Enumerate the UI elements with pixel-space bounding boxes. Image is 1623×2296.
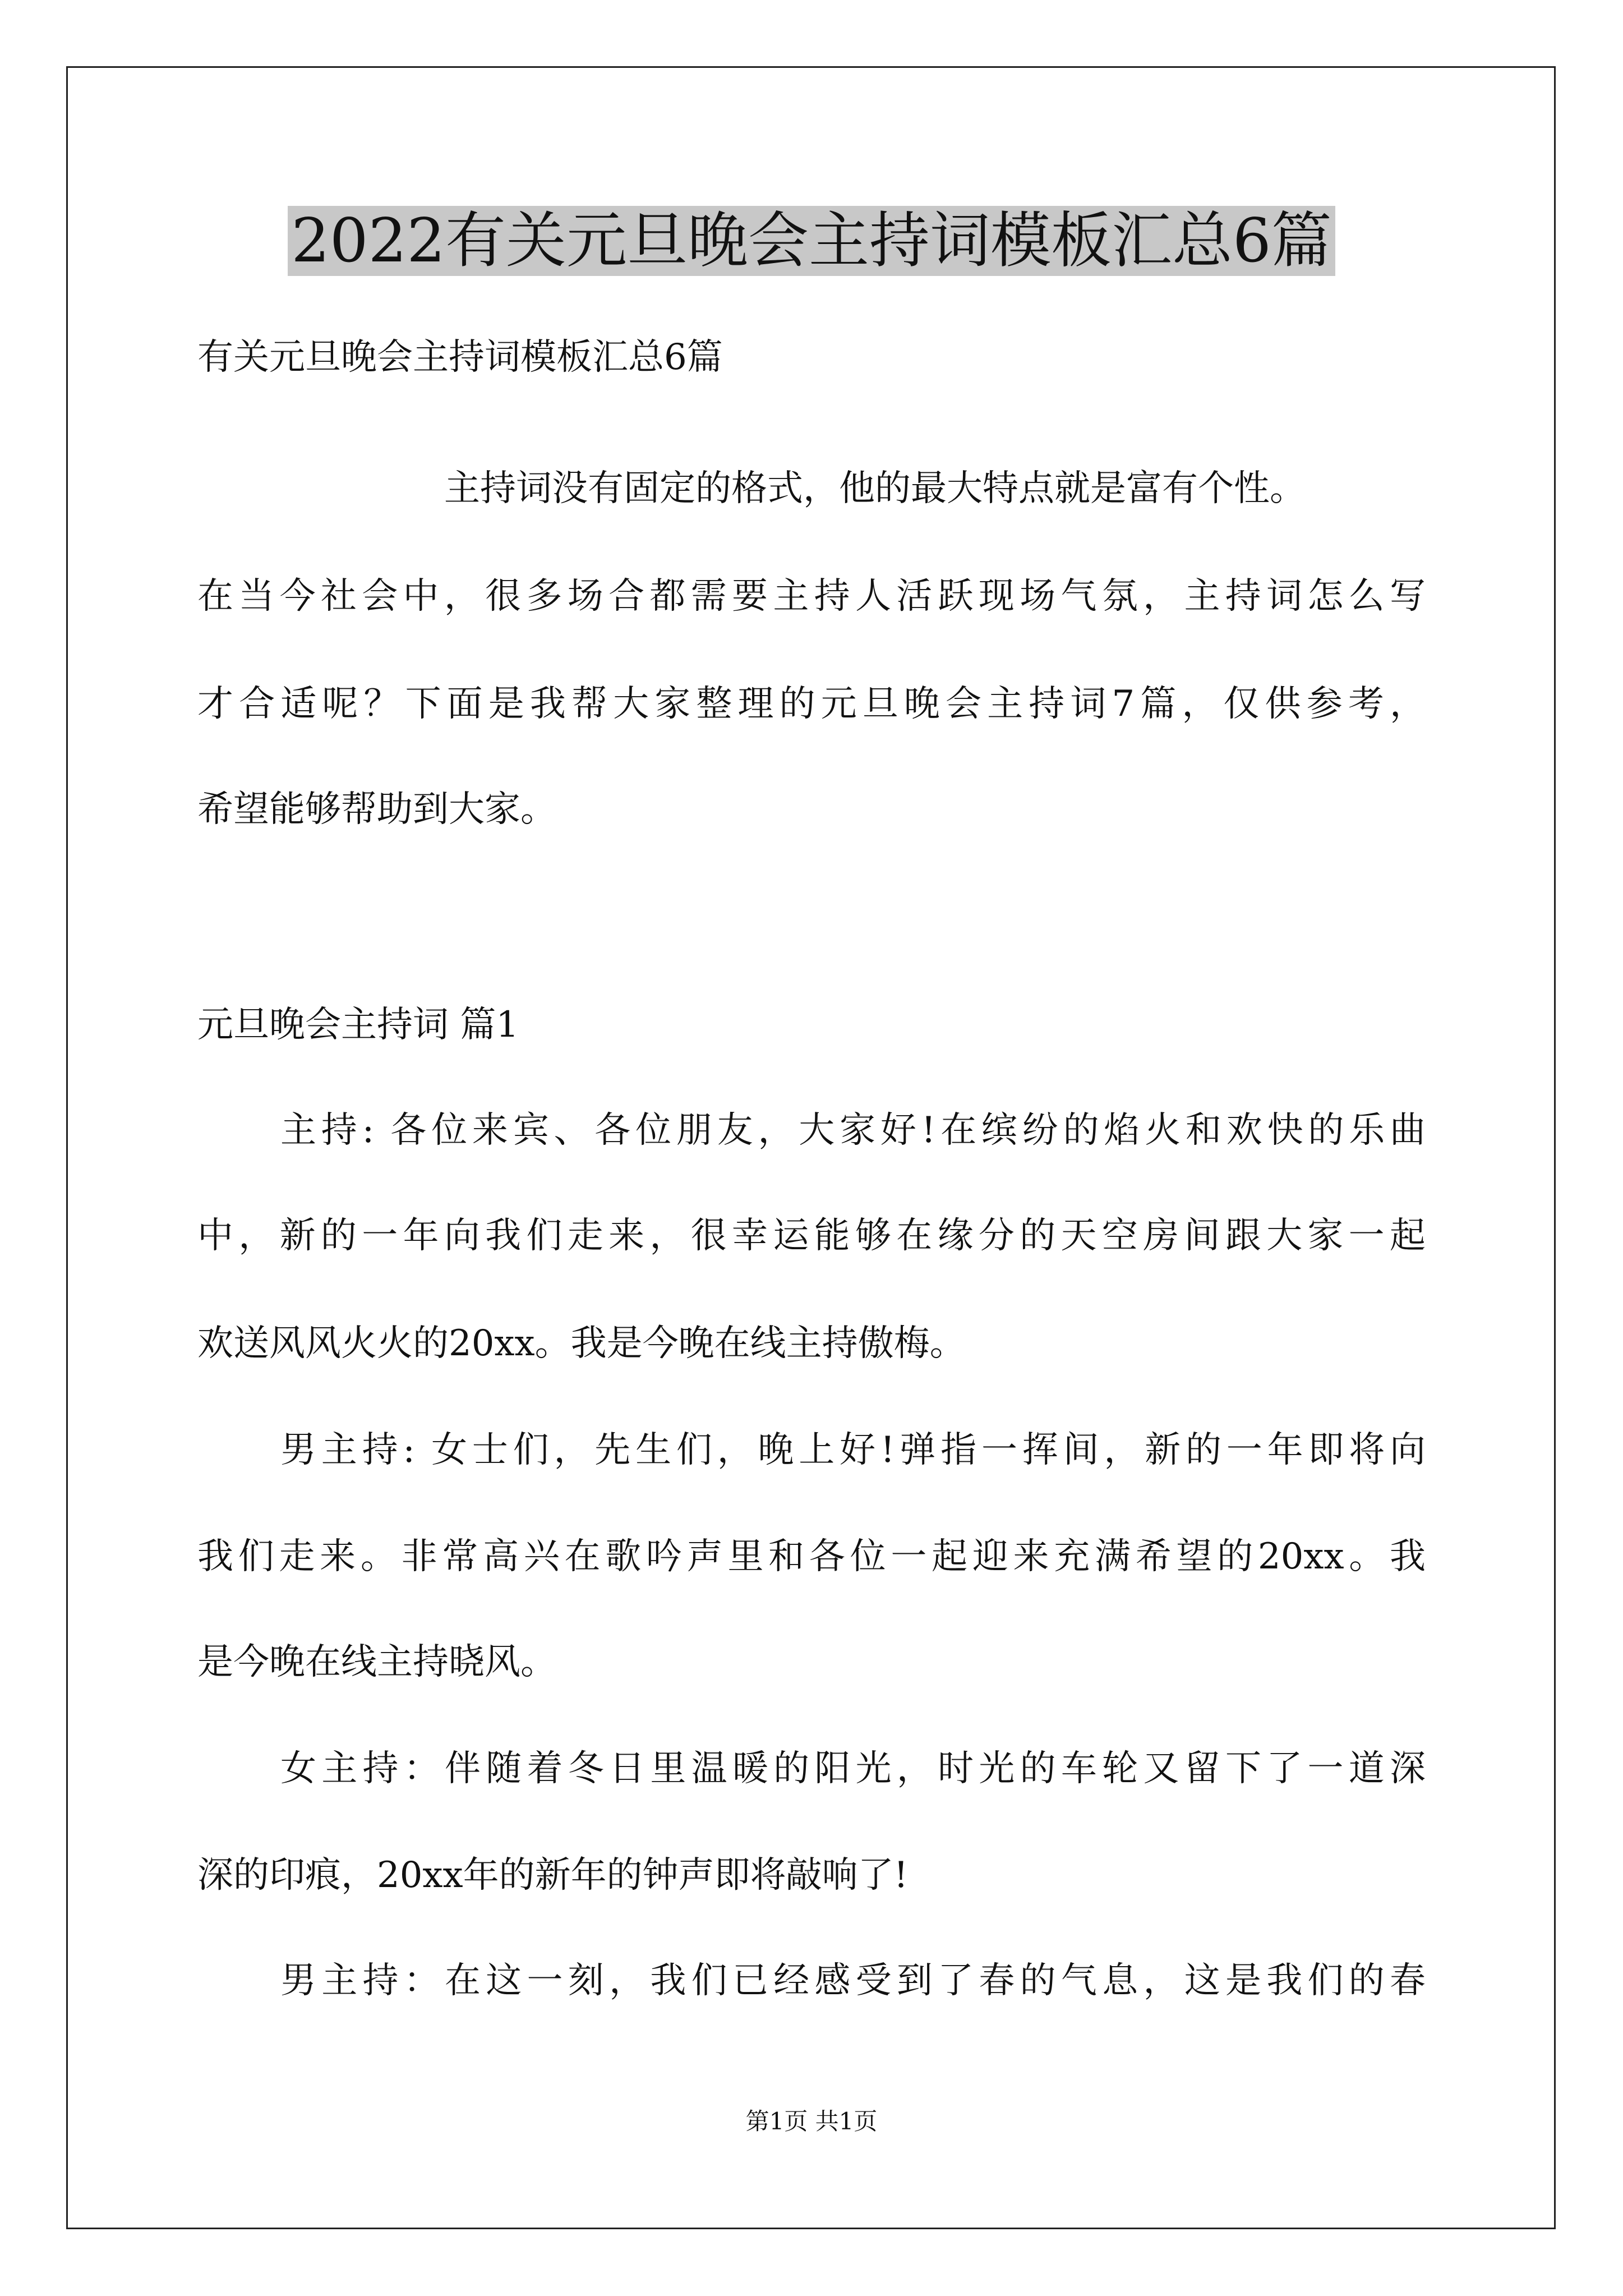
body-line-1: 主持: 各位来宾、各位朋友，大家好!在缤纷的焰火和欢快的乐曲 xyxy=(280,1110,1426,1151)
body-line-9: 男主持：在这一刻，我们已经感受到了春的气息，这是我们的春 xyxy=(280,1960,1426,2001)
body-line-4: 男主持: 女士们，先生们，晚上好!弹指一挥间，新的一年即将向 xyxy=(280,1429,1426,1471)
body-line-3: 欢送风风火火的20xx。我是今晚在线主持傲梅。 xyxy=(197,1323,966,1364)
page-footer: 第1页 共1页 xyxy=(745,2108,878,2135)
body-line-6: 是今晚在线主持晓风。 xyxy=(197,1641,556,1683)
intro-line-4: 希望能够帮助到大家。 xyxy=(197,789,556,830)
document-title xyxy=(0,199,1623,283)
intro-line-1: 主持词没有固定的格式，他的最大特点就是富有个性。 xyxy=(444,468,1306,509)
section-heading: 元旦晚会主持词 篇1 xyxy=(197,1004,519,1046)
intro-line-3: 才合适呢？下面是我帮大家整理的元旦晚会主持词7篇，仅供参考， xyxy=(197,683,1426,725)
body-line-2: 中，新的一年向我们走来，很幸运能够在缘分的天空房间跟大家一起 xyxy=(197,1215,1426,1257)
document-title-text: 2022有关元旦晚会主持词模板汇总6篇 xyxy=(288,206,1335,276)
document-subtitle: 有关元旦晚会主持词模板汇总6篇 xyxy=(197,337,723,378)
body-line-8: 深的印痕，20xx年的新年的钟声即将敲响了! xyxy=(197,1855,909,1896)
body-line-7: 女主持：伴随着冬日里温暖的阳光，时光的车轮又留下了一道深 xyxy=(280,1748,1426,1789)
intro-line-2: 在当今社会中，很多场合都需要主持人活跃现场气氛，主持词怎么写 xyxy=(197,576,1426,617)
body-line-5: 我们走来。非常高兴在歌吟声里和各位一起迎来充满希望的20xx。我 xyxy=(197,1536,1426,1577)
